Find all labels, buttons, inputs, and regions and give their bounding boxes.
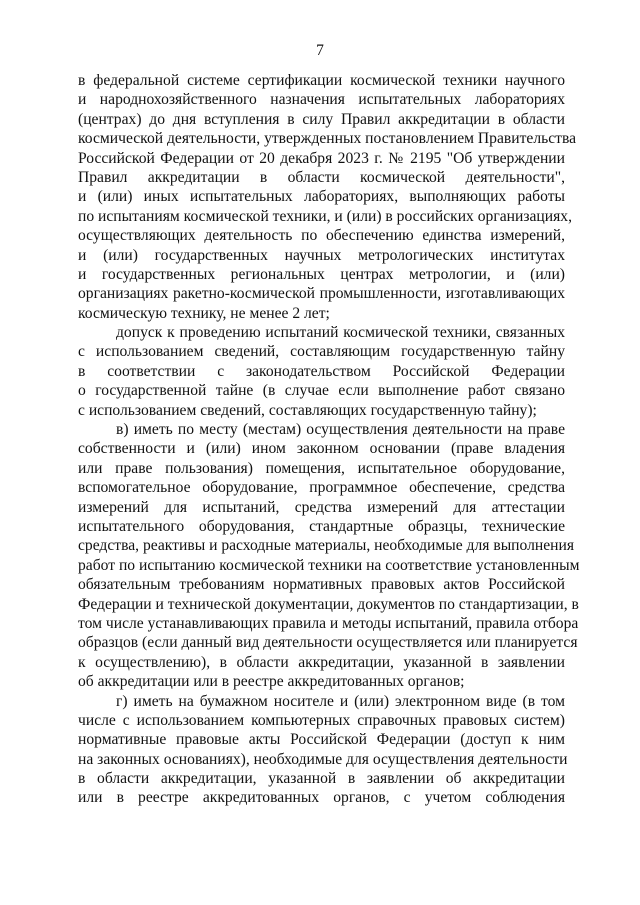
page-number: 7 bbox=[316, 42, 324, 59]
text-line: в) иметь по месту (местам) осуществления деятельности на праве bbox=[116, 421, 565, 439]
text-line: с использованием сведений, составляющим государственную тайну bbox=[78, 343, 565, 361]
text-line: Федерации и технической документации, документов по стандартизации, в bbox=[78, 595, 579, 613]
text-line: (центрах) до дня вступления в силу Правил аккредитации в области bbox=[78, 110, 565, 128]
text-line: испытательного оборудования, стандартные образцы, технические bbox=[78, 517, 565, 535]
text-line: Правил аккредитации в области космической деятельности", bbox=[78, 168, 565, 186]
text-line: обязательным требованиям нормативных правовых актов Российской bbox=[78, 576, 565, 594]
text-line: образцов (если данный вид деятельности осуществляется или планируется bbox=[78, 634, 578, 652]
text-line: работ по испытанию космической техники на соответствие установленным bbox=[78, 556, 580, 574]
document-body bbox=[78, 71, 580, 808]
text-line: допуск к проведению испытаний космической техники, связанных bbox=[116, 324, 565, 342]
text-line: об аккредитации или в реестре аккредитованных органов; bbox=[78, 673, 465, 691]
text-line: в соответствии с законодательством Российской Федерации bbox=[78, 362, 565, 380]
text-line: в области аккредитации, указанной в заявлении об аккредитации bbox=[78, 770, 565, 788]
text-line: г) иметь на бумажном носителе и (или) электронном виде (в том bbox=[116, 692, 565, 710]
text-line: и государственных региональных центрах метрологии, и (или) bbox=[78, 265, 565, 283]
text-line: Российской Федерации от 20 декабря 2023 г. № 2195 "Об утверждении bbox=[78, 149, 565, 167]
text-line: и (или) иных испытательных лабораториях, выполняющих работы bbox=[78, 188, 565, 206]
text-line: на законных основаниях), необходимые для осуществления деятельности bbox=[78, 750, 568, 768]
text-line: или в реестре аккредитованных органов, с учетом соблюдения bbox=[78, 789, 565, 807]
text-line: о государственной тайне (в случае если выполнение работ связано bbox=[78, 382, 565, 400]
text-line: средства, реактивы и расходные материалы, необходимые для выполнения bbox=[78, 537, 575, 555]
text-line: измерений для испытаний, средства измерений для аттестации bbox=[78, 498, 565, 516]
text-line: к осуществлению), в области аккредитации, указанной в заявлении bbox=[78, 653, 565, 671]
text-line: космической деятельности, утвержденных постановлением Правительства bbox=[78, 130, 577, 148]
text-line: организациях ракетно-космической промышленности, изготавливающих bbox=[78, 285, 565, 303]
text-line: космическую технику, не менее 2 лет; bbox=[78, 304, 330, 322]
text-line: и народнохозяйственного назначения испытательных лабораториях bbox=[78, 91, 565, 109]
text-line: вспомогательное оборудование, программное обеспечение, средства bbox=[78, 479, 565, 497]
text-line: осуществляющих деятельность по обеспечению единства измерений, bbox=[78, 227, 565, 245]
text-line: и (или) государственных научных метрологических институтах bbox=[78, 246, 565, 264]
text-line: по испытаниям космической техники, и (или) в российских организациях, bbox=[78, 207, 572, 225]
text-line: собственности и (или) ином законном основании (праве владения bbox=[78, 440, 565, 458]
text-line: числе с использованием компьютерных справочных правовых систем) bbox=[78, 711, 565, 729]
text-line: том числе устанавливающих правила и методы испытаний, правила отбора bbox=[78, 614, 579, 632]
text-line: в федеральной системе сертификации космической техники научного bbox=[78, 72, 565, 89]
text-line: или праве пользования) помещения, испытательное оборудование, bbox=[78, 459, 565, 477]
text-line: с использованием сведений, составляющих государственную тайну); bbox=[78, 401, 537, 419]
text-line: нормативные правовые акты Российской Федерации (доступ к ним bbox=[78, 731, 565, 749]
